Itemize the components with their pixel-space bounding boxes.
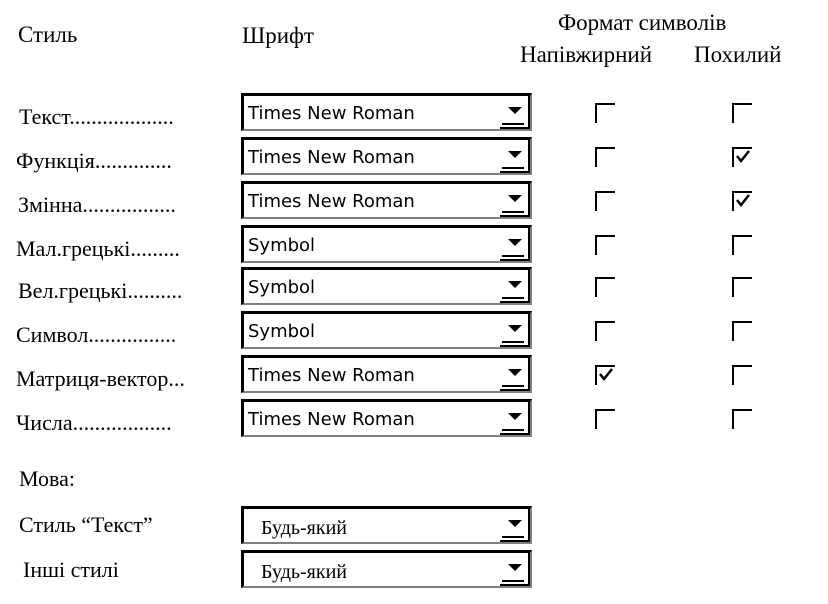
- chevron-down-icon[interactable]: [500, 96, 530, 129]
- font-select-value: Times New Roman: [248, 365, 415, 386]
- text-style-language-select[interactable]: [241, 506, 532, 544]
- font-select[interactable]: [241, 225, 532, 263]
- style-row-label: Вел.грецькі..........: [18, 278, 183, 303]
- style-row-label: Символ................: [16, 322, 177, 347]
- bold-checkbox[interactable]: [595, 277, 615, 297]
- bold-checkbox[interactable]: [595, 365, 615, 385]
- chevron-down-icon[interactable]: [500, 314, 530, 347]
- bold-checkbox[interactable]: [595, 191, 615, 211]
- italic-checkbox[interactable]: [732, 365, 752, 385]
- italic-checkbox[interactable]: [732, 191, 752, 211]
- bold-checkbox[interactable]: [595, 409, 615, 429]
- style-row-label: Мал.грецькі.........: [16, 236, 180, 261]
- other-styles-language-select[interactable]: [241, 550, 532, 588]
- italic-checkbox[interactable]: [732, 409, 752, 429]
- style-column-header: Стиль: [18, 22, 78, 47]
- font-select[interactable]: [241, 93, 532, 131]
- bold-checkbox[interactable]: [595, 321, 615, 341]
- chevron-down-icon[interactable]: [500, 270, 530, 303]
- text-style-language-value: Будь-який: [261, 517, 348, 539]
- font-select-value: Times New Roman: [248, 103, 415, 124]
- font-select-value: Times New Roman: [248, 147, 415, 168]
- bold-column-header: Напівжирний: [520, 42, 653, 67]
- chevron-down-icon[interactable]: [500, 184, 530, 217]
- other-styles-language-value: Будь-який: [261, 561, 348, 583]
- chevron-down-icon[interactable]: [500, 140, 530, 173]
- font-select[interactable]: [241, 399, 532, 437]
- italic-checkbox[interactable]: [732, 103, 752, 123]
- chevron-down-icon[interactable]: [500, 228, 530, 261]
- chevron-down-icon[interactable]: [500, 402, 530, 435]
- text-style-language-label: Стиль “Текст”: [19, 512, 153, 537]
- chevron-down-icon[interactable]: [500, 509, 530, 542]
- italic-checkbox[interactable]: [732, 235, 752, 255]
- font-column-header: Шрифт: [242, 23, 314, 48]
- language-title: Мова:: [19, 466, 75, 491]
- style-row-label: Числа..................: [16, 410, 172, 435]
- font-select[interactable]: [241, 181, 532, 219]
- style-row-label: Функція..............: [16, 148, 172, 173]
- italic-column-header: Похилий: [694, 42, 782, 67]
- font-select[interactable]: [241, 311, 532, 349]
- font-select-value: Symbol: [248, 277, 316, 298]
- style-row-label: Матриця-вектор...: [16, 366, 185, 391]
- font-select-value: Symbol: [248, 321, 316, 342]
- char-format-header: Формат символів: [558, 10, 727, 35]
- chevron-down-icon[interactable]: [500, 358, 530, 391]
- style-row-label: Змінна.................: [18, 192, 176, 217]
- style-row-label: Текст...................: [19, 104, 174, 129]
- italic-checkbox[interactable]: [732, 277, 752, 297]
- bold-checkbox[interactable]: [595, 235, 615, 255]
- bold-checkbox[interactable]: [595, 103, 615, 123]
- font-select-value: Times New Roman: [248, 191, 415, 212]
- other-styles-language-label: Інші стилі: [23, 557, 119, 582]
- bold-checkbox[interactable]: [595, 147, 615, 167]
- font-select-value: Times New Roman: [248, 409, 415, 430]
- italic-checkbox[interactable]: [732, 147, 752, 167]
- font-select[interactable]: [241, 267, 532, 305]
- chevron-down-icon[interactable]: [500, 553, 530, 586]
- font-select-value: Symbol: [248, 235, 316, 256]
- font-select[interactable]: [241, 137, 532, 175]
- font-select[interactable]: [241, 355, 532, 393]
- italic-checkbox[interactable]: [732, 321, 752, 341]
